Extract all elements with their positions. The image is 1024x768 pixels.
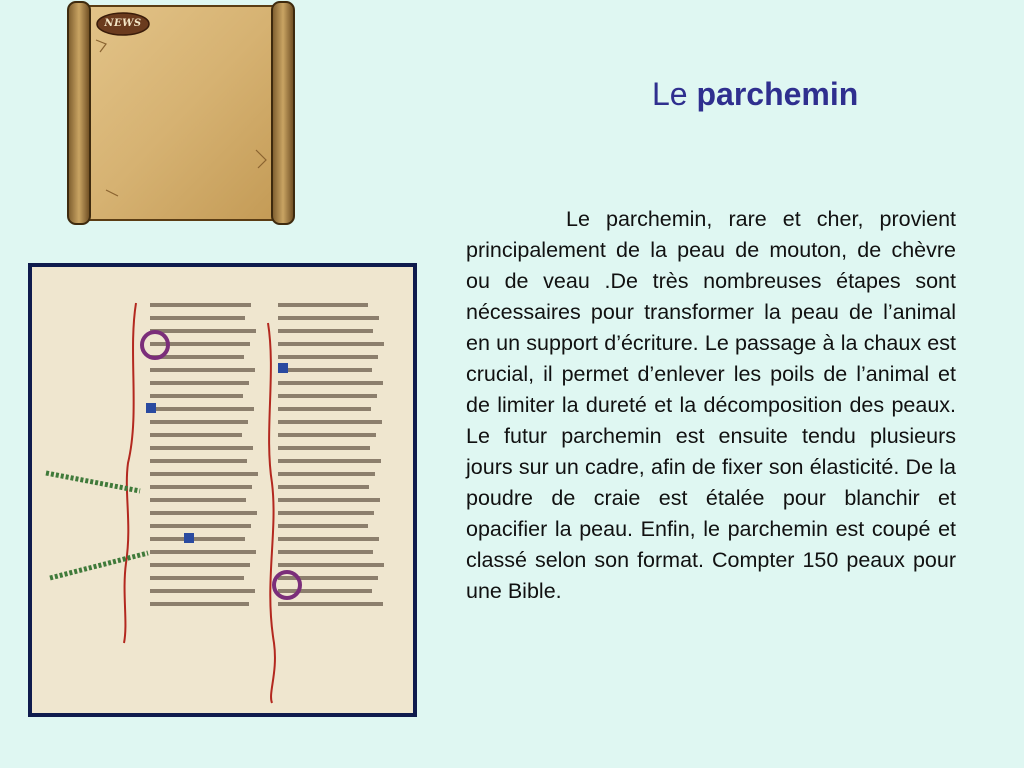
manuscript-text-line bbox=[150, 563, 250, 567]
slide-title bbox=[652, 76, 858, 113]
manuscript-text-line bbox=[278, 537, 379, 541]
title-bold: parchemin bbox=[696, 76, 859, 112]
manuscript-text-line bbox=[150, 511, 257, 515]
manuscript-text-line bbox=[278, 381, 383, 385]
manuscript-text-line bbox=[150, 472, 258, 476]
manuscript-text-line bbox=[150, 329, 256, 333]
manuscript-text-line bbox=[150, 394, 243, 398]
manuscript-text-line bbox=[150, 576, 244, 580]
manuscript-text-line bbox=[278, 446, 370, 450]
manuscript-text-line bbox=[150, 446, 253, 450]
manuscript-text-line bbox=[278, 563, 384, 567]
news-scroll-icon bbox=[66, 0, 296, 228]
manuscript-text-line bbox=[150, 602, 249, 606]
illuminated-manuscript-image bbox=[28, 263, 417, 717]
body-paragraph: Le parchemin, rare et cher, provient principalement de la peau de mouton, de chèvre ou de veau .De très nombreuses étapes sont nécessaires pour transformer la peau de l’animal en un support d’écriture. Le passage à la chaux est crucial, il permet d’enlever les poils de l’animal et de limiter la dureté et la décomposition des peaux. Le futur parchemin est ensuite tendu plusieurs jours sur un cadre, afin de fixer son élasticité. De la poudre de craie est étalée pour blanchir et opacifier la peau. Enfin, le parchemin est coupé et classé selon son format. Compter 150 peaux pour une Bible. bbox=[466, 207, 956, 603]
manuscript-text-line bbox=[278, 433, 376, 437]
news-scroll-image bbox=[66, 0, 296, 228]
manuscript-image bbox=[28, 263, 417, 717]
manuscript-text-line bbox=[150, 303, 251, 307]
manuscript-text-line bbox=[278, 511, 374, 515]
manuscript-text-line bbox=[278, 303, 368, 307]
manuscript-text-line bbox=[150, 381, 249, 385]
manuscript-text-line bbox=[150, 342, 250, 346]
manuscript-text-line bbox=[278, 589, 372, 593]
manuscript-text-line bbox=[278, 394, 377, 398]
manuscript-text-line bbox=[278, 498, 380, 502]
manuscript-text-line bbox=[278, 576, 378, 580]
manuscript-text-line bbox=[150, 524, 251, 528]
manuscript-text-line bbox=[278, 368, 372, 372]
manuscript-text-line bbox=[278, 459, 381, 463]
manuscript-text-line bbox=[278, 524, 368, 528]
manuscript-text-line bbox=[278, 316, 379, 320]
manuscript-text-line bbox=[150, 433, 242, 437]
manuscript-text-line bbox=[278, 420, 382, 424]
manuscript-text-line bbox=[150, 550, 256, 554]
manuscript-text-line bbox=[150, 407, 254, 411]
manuscript-text-line bbox=[150, 589, 255, 593]
manuscript-text-line bbox=[150, 537, 245, 541]
manuscript-text-line bbox=[150, 368, 255, 372]
manuscript-text-line bbox=[150, 420, 248, 424]
manuscript-text-line bbox=[150, 459, 247, 463]
manuscript-text-line bbox=[278, 355, 378, 359]
title-prefix: Le bbox=[652, 76, 688, 112]
news-label: NEWS bbox=[104, 18, 142, 29]
manuscript-text-line bbox=[278, 485, 369, 489]
manuscript-text-line bbox=[150, 485, 252, 489]
manuscript-text-line bbox=[278, 329, 373, 333]
manuscript-text-line bbox=[278, 550, 373, 554]
manuscript-text-line bbox=[278, 472, 375, 476]
manuscript-text-line bbox=[150, 316, 245, 320]
manuscript-text-line bbox=[278, 602, 383, 606]
manuscript-text-line bbox=[150, 498, 246, 502]
manuscript-text-line bbox=[278, 407, 371, 411]
manuscript-text-line bbox=[278, 342, 384, 346]
